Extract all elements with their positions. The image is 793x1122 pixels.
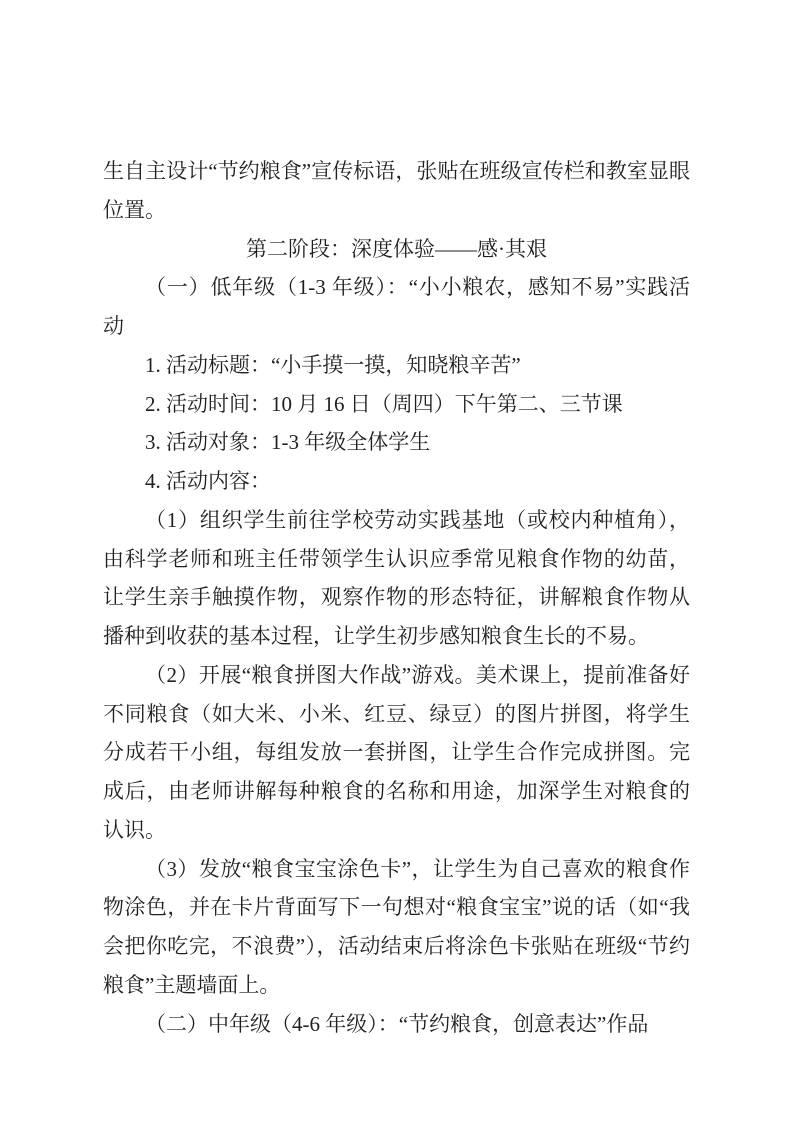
item-1-activity-title: 1. 活动标题：“小手摸一摸，知晓粮辛苦” bbox=[145, 352, 521, 377]
item-3-activity-audience: 3. 活动对象：1-3 年级全体学生 bbox=[145, 430, 431, 455]
content-step-3: （3）发放“粮食宝宝涂色卡”，让学生为自己喜欢的粮食作物涂色，并在卡片背面写下一句想对“粮食宝宝”说的话（如“我会把你吃完，不浪费”），活动结束后将涂色卡张贴在班级“节约粮食”主题墙面上。 bbox=[103, 856, 690, 997]
stage-2-heading: 第二阶段：深度体验——感·其艰 bbox=[246, 236, 547, 261]
section-1-heading: （一）低年级（1-3 年级）：“小小粮农，感知不易”实践活动 bbox=[103, 275, 690, 338]
content-step-1: （1）组织学生前往学校劳动实践基地（或校内种植角），由科学老师和班主任带领学生认识应季常见粮食作物的幼苗，让学生亲手触摸作物，观察作物的形态特征，讲解粮食作物从播种到收获的基本过程，让学生初步感知粮食生长的不易。 bbox=[103, 507, 690, 648]
paragraph-intro-continuation: 生自主设计“节约粮食”宣传标语，张贴在班级宣传栏和教室显眼位置。 bbox=[103, 159, 690, 222]
item-4-activity-content: 4. 活动内容： bbox=[145, 469, 271, 493]
content-step-2: （2）开展“粮食拼图大作战”游戏。美术课上，提前准备好不同粮食（如大米、小米、红豆、绿豆）的图片拼图，将学生分成若干小组，每组发放一套拼图，让学生合作完成拼图。完成后，由老师讲解每种粮食的名称和用途，加深学生对粮食的认识。 bbox=[103, 662, 690, 842]
item-2-activity-time: 2. 活动时间：10 月 16 日（周四）下午第二、三节课 bbox=[145, 391, 623, 416]
section-2-heading: （二）中年级（4-6 年级）：“节约粮食，创意表达”作品 bbox=[145, 1011, 649, 1036]
